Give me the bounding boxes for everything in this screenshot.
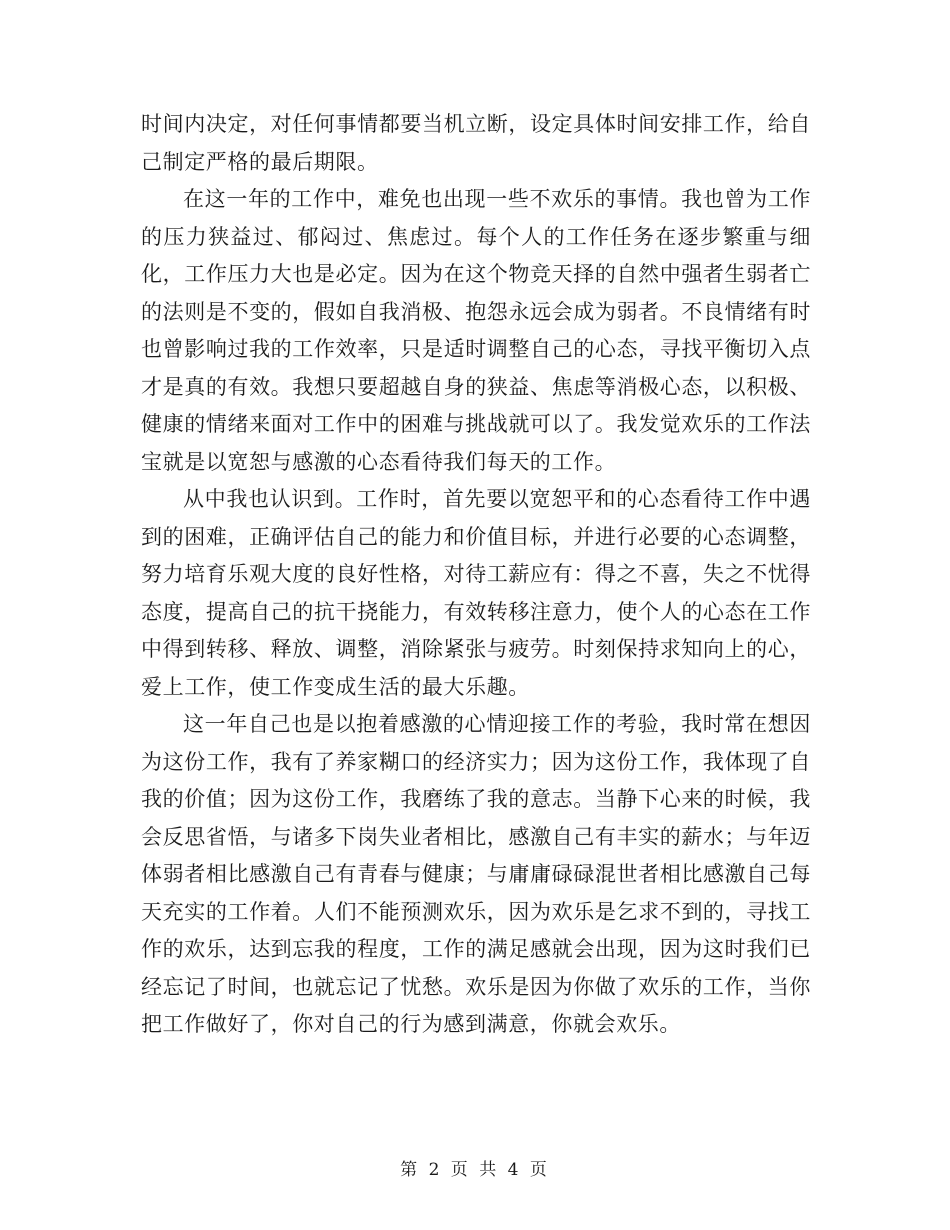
paragraph-1: 时间内决定，对任何事情都要当机立断，设定具体时间安排工作，给自己制定严格的最后期限。 — [141, 112, 811, 174]
paragraph-3: 从中我也认识到。工作时，首先要以宽恕平和的心态看待工作中遇到的困难，正确评估自己的能力和价值目标，并进行必要的心态调整，努力培育乐观大度的良好性格，对待工薪应有：得之不喜，失之不忧得态度，提高自己的抗干挠能力，有效转移注意力，使个人的心态在工作中得到转移、释放、调整，消除紧张与疲劳。时刻保持求知向上的心，爱上工作，使工作变成生活的最大乐趣。 — [141, 487, 811, 699]
page-number-footer: 第 2 页 共 4 页 — [400, 1160, 550, 1180]
paragraph-4: 这一年自己也是以抱着感激的心情迎接工作的考验，我时常在想因为这份工作，我有了养家糊口的经济实力；因为这份工作，我体现了自我的价值；因为这份工作，我磨练了我的意志。当静下心来的时候，我会反思省悟，与诸多下岗失业者相比，感激自己有丰实的薪水；与年迈体弱者相比感激自己有青春与健康；与庸庸碌碌混世者相比感激自己每天充实的工作着。人们不能预测欢乐，因为欢乐是乞求不到的，寻找工作的欢乐，达到忘我的程度，工作的满足感就会出现，因为这时我们已经忘记了时间，也就忘记了忧愁。欢乐是因为你做了欢乐的工作，当你把工作做好了，你对自己的行为感到满意，你就会欢乐。 — [141, 712, 811, 1036]
document-body — [141, 106, 811, 1044]
paragraph-2: 在这一年的工作中，难免也出现一些不欢乐的事情。我也曾为工作的压力狭益过、郁闷过、焦虑过。每个人的工作任务在逐步繁重与细化，工作压力大也是必定。因为在这个物竞天择的自然中强者生弱者亡的法则是不变的，假如自我消极、抱怨永远会成为弱者。不良情绪有时也曾影响过我的工作效率，只是适时调整自己的心态，寻找平衡切入点才是真的有效。我想只要超越自身的狭益、焦虑等消极心态，以积极、健康的情绪来面对工作中的困难与挑战就可以了。我发觉欢乐的工作法宝就是以宽恕与感激的心态看待我们每天的工作。 — [141, 187, 811, 474]
